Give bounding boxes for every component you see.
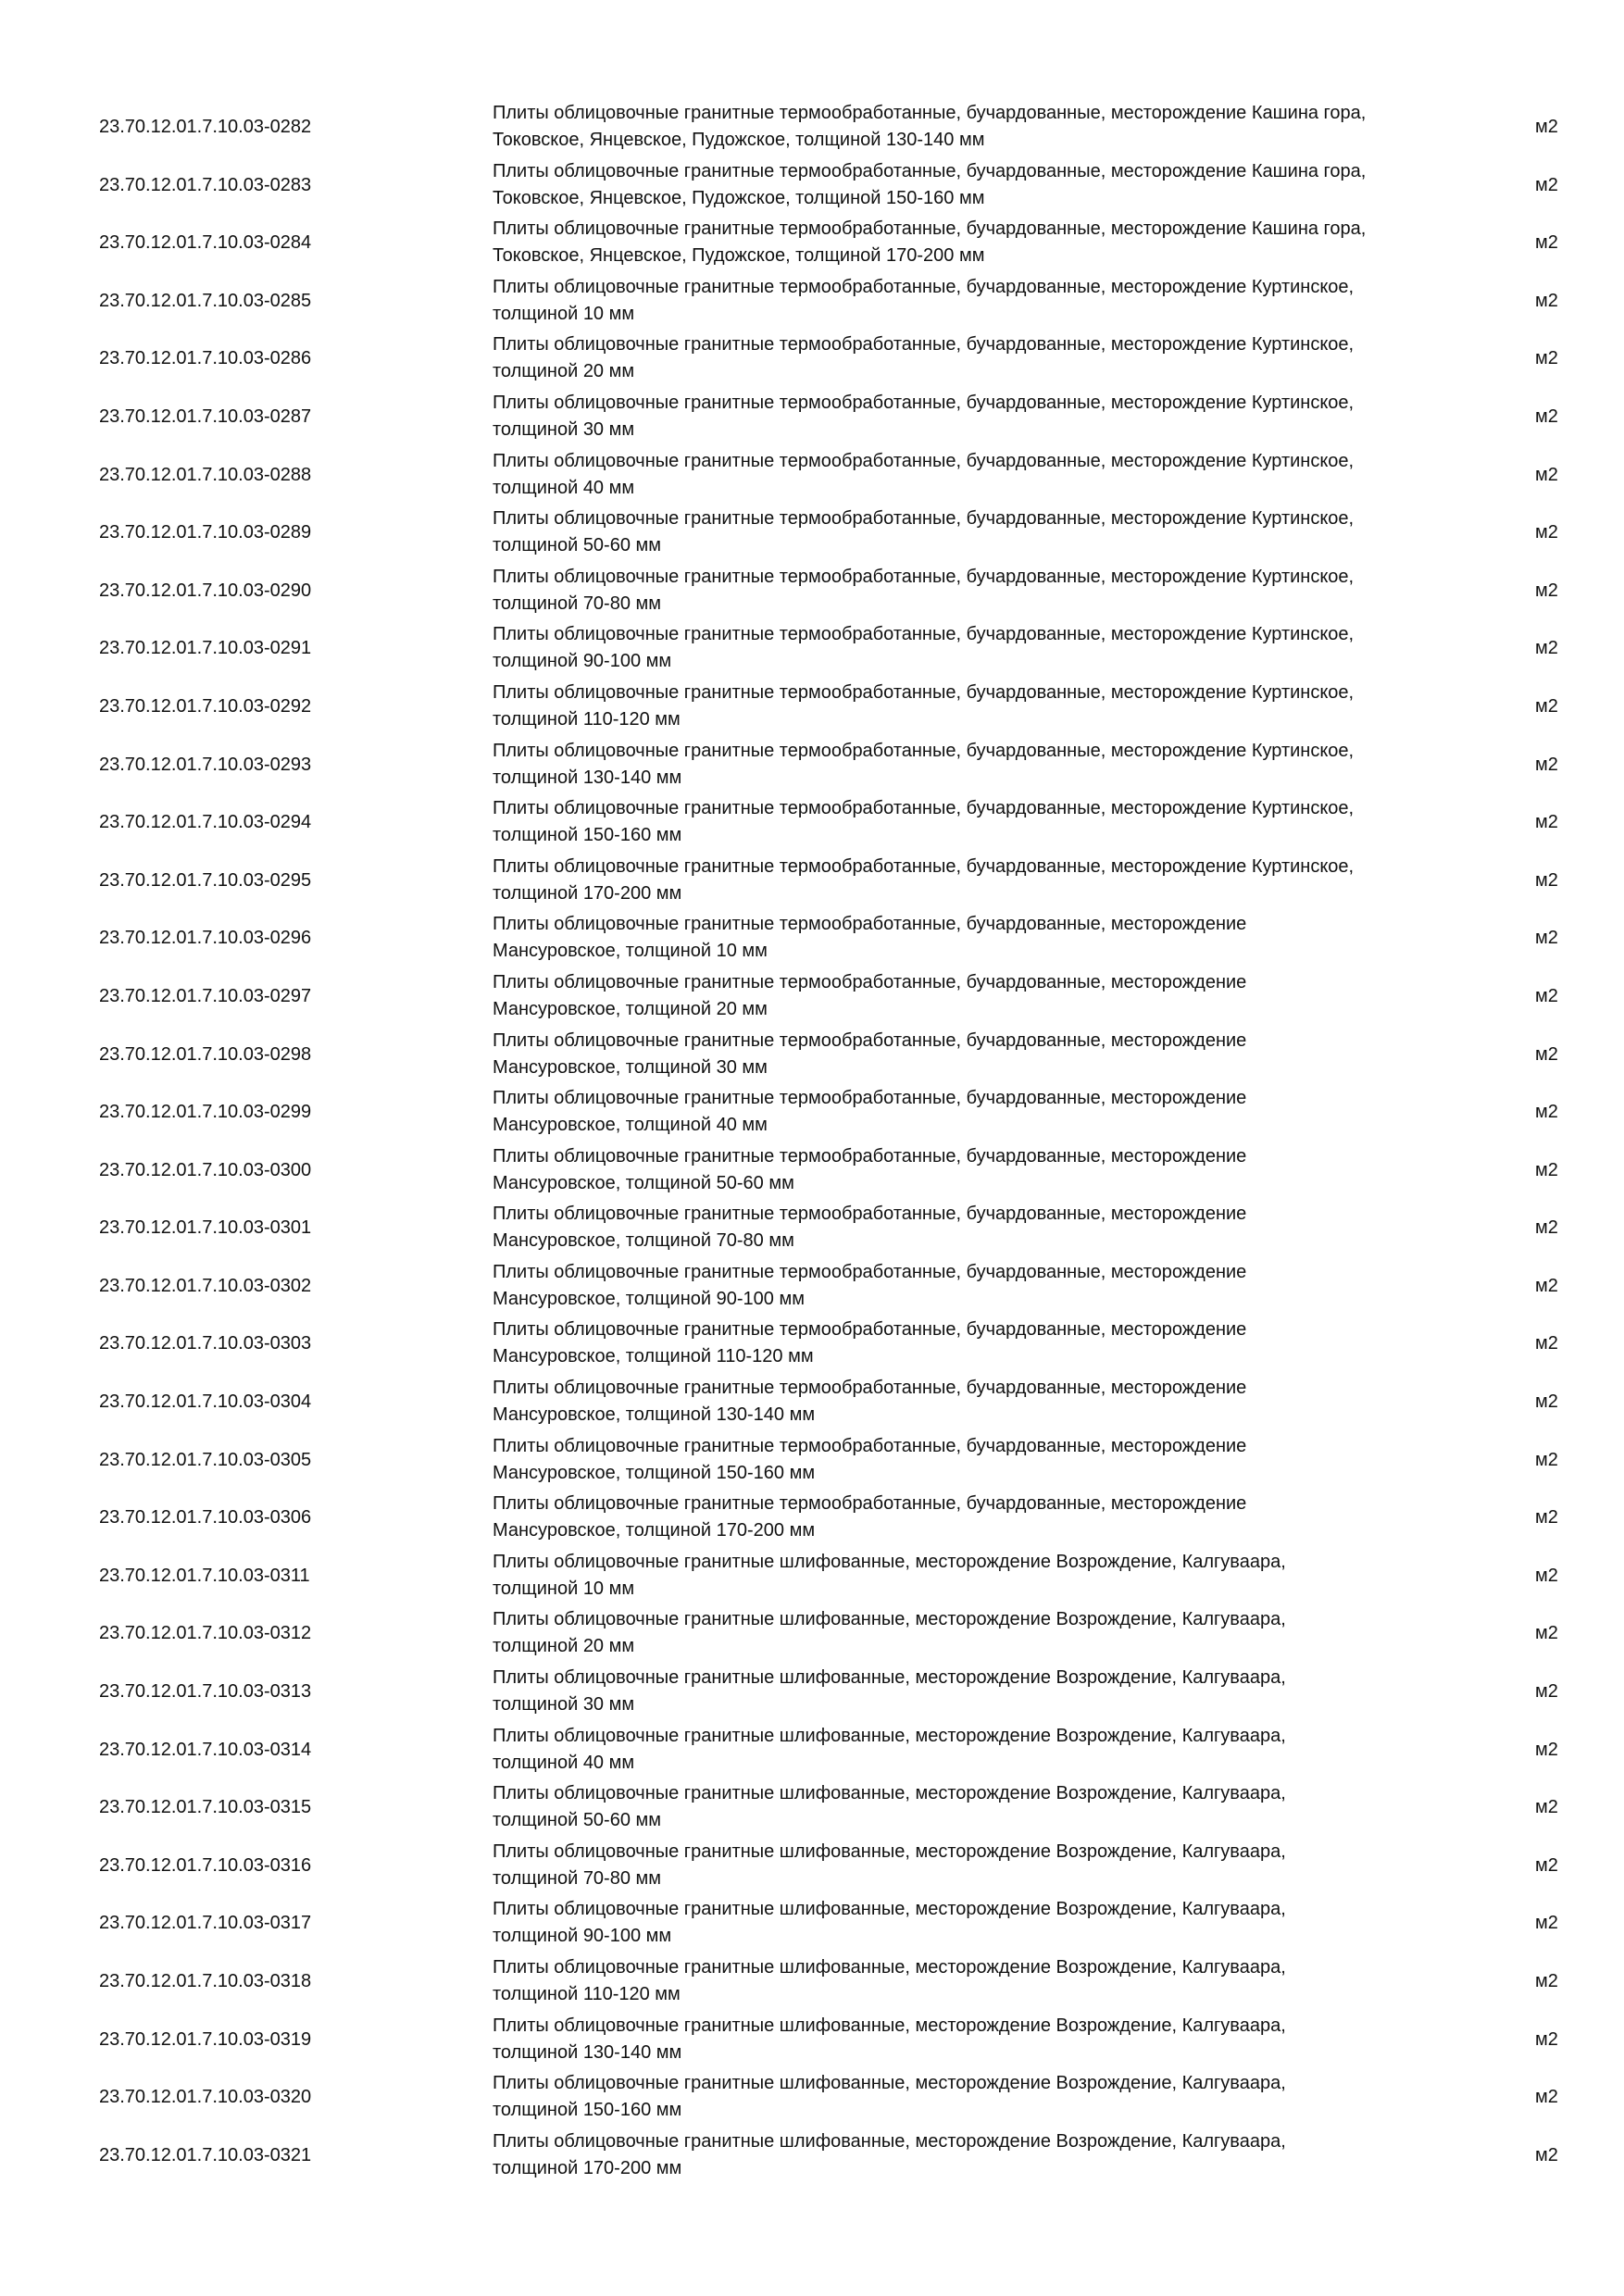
resource-description	[493, 216, 1465, 269]
resource-description	[493, 2013, 1465, 2066]
description-line-1: Плиты облицовочные гранитные шлифованные, месторождение Возрождение, Калгуваара,	[493, 1957, 1286, 1978]
resource-description	[493, 1549, 1465, 1603]
description-line-1: Плиты облицовочные гранитные термообработанные, бучардованные, месторождение	[493, 1029, 1247, 1051]
description-line-1: Плиты облицовочные гранитные термообработанные, бучардованные, месторождение Куртинское,	[493, 681, 1355, 703]
description-line-1: Плиты облицовочные гранитные термообработанные, бучардованные, месторождение Кашина гора,	[493, 103, 1367, 123]
description-line-1: Плиты облицовочные гранитные термообработанные, бучардованные, месторождение Куртинское,	[493, 798, 1355, 819]
resource-code: 23.70.12.01.7.10.03-0320	[99, 2087, 312, 2108]
table-row	[0, 1490, 1624, 1548]
table-row	[0, 273, 1624, 331]
description-line-2: толщиной 20 мм	[493, 361, 635, 382]
description-line-1: Плиты облицовочные гранитные термообработанные, бучардованные, месторождение Кашина гора,	[493, 218, 1367, 240]
description-line-1: Плиты облицовочные гранитные термообработанные, бучардованные, месторождение	[493, 1088, 1247, 1109]
description-line-1: Плиты облицовочные гранитные шлифованные, месторождение Возрождение, Калгуваара,	[493, 1551, 1286, 1572]
resource-code: 23.70.12.01.7.10.03-0321	[99, 2144, 312, 2165]
table-row	[0, 737, 1624, 795]
description-line-1: Плиты облицовочные гранитные термообработанные, бучардованные, месторождение Куртинское,	[493, 276, 1355, 297]
resource-code: 23.70.12.01.7.10.03-0296	[99, 928, 312, 949]
description-line-2: Мансуровское, толщиной 90-100 мм	[493, 1288, 805, 1309]
description-line-2: толщиной 30 мм	[493, 418, 635, 440]
unit-of-measure: м2	[1535, 1971, 1558, 1991]
resource-code: 23.70.12.01.7.10.03-0291	[99, 638, 312, 659]
unit-of-measure: м2	[1535, 117, 1558, 137]
description-line-2: Мансуровское, толщиной 50-60 мм	[493, 1172, 794, 1193]
table-row	[0, 794, 1624, 853]
resource-code: 23.70.12.01.7.10.03-0303	[99, 1333, 312, 1354]
description-line-1: Плиты облицовочные гранитные термообработанные, бучардованные, месторождение Куртинское,	[493, 566, 1355, 587]
resource-code: 23.70.12.01.7.10.03-0289	[99, 522, 312, 543]
unit-of-measure: м2	[1535, 232, 1558, 254]
unit-of-measure: м2	[1535, 1739, 1558, 1760]
description-line-1: Плиты облицовочные гранитные термообработанные, бучардованные, месторождение Кашина гора,	[493, 160, 1367, 181]
unit-of-measure: м2	[1535, 2028, 1558, 2050]
resource-description	[493, 2128, 1465, 2182]
table-row	[0, 853, 1624, 911]
description-line-2: Мансуровское, толщиной 170-200 мм	[493, 1520, 816, 1541]
description-line-2: толщиной 40 мм	[493, 477, 635, 498]
resource-code: 23.70.12.01.7.10.03-0284	[99, 232, 312, 254]
resource-code: 23.70.12.01.7.10.03-0302	[99, 1275, 312, 1296]
table-row	[0, 1605, 1624, 1664]
unit-of-measure: м2	[1535, 812, 1558, 833]
description-line-2: толщиной 50-60 мм	[493, 1810, 662, 1831]
description-line-1: Плиты облицовочные гранитные шлифованные, месторождение Возрождение, Калгуваара,	[493, 1667, 1286, 1689]
resource-description	[493, 1606, 1465, 1660]
table-row	[0, 215, 1624, 273]
description-line-2: Токовское, Янцевское, Пудожское, толщиной 170-200 мм	[493, 245, 985, 267]
table-row	[0, 1200, 1624, 1258]
description-line-2: толщиной 170-200 мм	[493, 2157, 682, 2178]
description-line-2: Мансуровское, толщиной 150-160 мм	[493, 1462, 816, 1483]
description-line-1: Плиты облицовочные гранитные термообработанные, бучардованные, месторождение	[493, 914, 1247, 935]
unit-of-measure: м2	[1535, 174, 1558, 195]
unit-of-measure: м2	[1535, 348, 1558, 369]
unit-of-measure: м2	[1535, 1681, 1558, 1703]
description-line-1: Плиты облицовочные гранитные термообработанные, бучардованные, месторождение	[493, 1319, 1247, 1341]
unit-of-measure: м2	[1535, 985, 1558, 1006]
unit-of-measure: м2	[1535, 1449, 1558, 1470]
unit-of-measure: м2	[1535, 1102, 1558, 1123]
description-line-2: толщиной 70-80 мм	[493, 1867, 662, 1889]
description-line-1: Плиты облицовочные гранитные термообработанные, бучардованные, месторождение	[493, 1261, 1247, 1282]
table-row	[0, 1374, 1624, 1432]
unit-of-measure: м2	[1535, 754, 1558, 775]
resource-description	[493, 1143, 1465, 1197]
description-line-2: Мансуровское, толщиной 40 мм	[493, 1115, 768, 1136]
description-line-1: Плиты облицовочные гранитные шлифованные, месторождение Возрождение, Калгуваара,	[493, 1899, 1286, 1920]
resource-code: 23.70.12.01.7.10.03-0306	[99, 1507, 312, 1529]
resource-code: 23.70.12.01.7.10.03-0316	[99, 1854, 312, 1876]
resource-description	[493, 158, 1465, 212]
unit-of-measure: м2	[1535, 1623, 1558, 1644]
unit-of-measure: м2	[1535, 1565, 1558, 1586]
description-line-2: толщиной 90-100 мм	[493, 1926, 672, 1947]
table-row	[0, 910, 1624, 968]
description-line-2: Мансуровское, толщиной 70-80 мм	[493, 1230, 794, 1252]
resource-description	[493, 621, 1465, 675]
resource-code: 23.70.12.01.7.10.03-0292	[99, 695, 312, 717]
table-row	[0, 447, 1624, 505]
table-row	[0, 1142, 1624, 1201]
description-line-1: Плиты облицовочные гранитные термообработанные, бучардованные, месторождение Куртинское,	[493, 740, 1355, 761]
table-row	[0, 968, 1624, 1027]
resource-description	[493, 795, 1465, 849]
table-row	[0, 1722, 1624, 1780]
unit-of-measure: м2	[1535, 580, 1558, 601]
resource-code: 23.70.12.01.7.10.03-0286	[99, 348, 312, 369]
resource-code: 23.70.12.01.7.10.03-0290	[99, 580, 312, 601]
unit-of-measure: м2	[1535, 1391, 1558, 1413]
unit-of-measure: м2	[1535, 638, 1558, 659]
resource-code: 23.70.12.01.7.10.03-0300	[99, 1159, 312, 1180]
description-line-2: толщиной 110-120 мм	[493, 708, 681, 730]
resource-description	[493, 854, 1465, 907]
unit-of-measure: м2	[1535, 522, 1558, 543]
resource-description	[493, 1085, 1465, 1139]
table-row	[0, 157, 1624, 216]
resource-description	[493, 448, 1465, 502]
table-row	[0, 1027, 1624, 1085]
resource-description	[493, 680, 1465, 733]
table-row	[0, 505, 1624, 563]
description-line-2: толщиной 20 мм	[493, 1636, 635, 1657]
unit-of-measure: м2	[1535, 1333, 1558, 1354]
description-line-1: Плиты облицовочные гранитные термообработанные, бучардованные, месторождение Куртинское,	[493, 624, 1355, 645]
table-row	[0, 1838, 1624, 1896]
resource-description	[493, 1839, 1465, 1892]
resource-description	[493, 1375, 1465, 1429]
unit-of-measure: м2	[1535, 290, 1558, 311]
resource-description	[493, 1780, 1465, 1834]
resource-code: 23.70.12.01.7.10.03-0301	[99, 1217, 312, 1239]
table-row	[0, 1548, 1624, 1606]
resource-code: 23.70.12.01.7.10.03-0283	[99, 174, 312, 195]
description-line-1: Плиты облицовочные гранитные термообработанные, бучардованные, месторождение	[493, 1145, 1247, 1167]
unit-of-measure: м2	[1535, 1159, 1558, 1180]
description-line-2: толщиной 10 мм	[493, 303, 635, 324]
description-line-1: Плиты облицовочные гранитные термообработанные, бучардованные, месторождение	[493, 1493, 1247, 1515]
description-line-2: толщиной 150-160 мм	[493, 2100, 682, 2121]
unit-of-measure: м2	[1535, 1275, 1558, 1296]
resource-code: 23.70.12.01.7.10.03-0315	[99, 1797, 312, 1818]
description-line-2: толщиной 70-80 мм	[493, 593, 662, 614]
resource-code: 23.70.12.01.7.10.03-0314	[99, 1739, 312, 1760]
unit-of-measure: м2	[1535, 695, 1558, 717]
description-line-2: Мансуровское, толщиной 110-120 мм	[493, 1346, 814, 1367]
unit-of-measure: м2	[1535, 1507, 1558, 1529]
resource-code: 23.70.12.01.7.10.03-0313	[99, 1681, 312, 1703]
resource-code: 23.70.12.01.7.10.03-0295	[99, 869, 312, 891]
resource-description	[493, 1259, 1465, 1313]
resource-description	[493, 390, 1465, 443]
resource-description	[493, 564, 1465, 618]
unit-of-measure: м2	[1535, 2087, 1558, 2108]
description-line-1: Плиты облицовочные гранитные термообработанные, бучардованные, месторождение	[493, 971, 1247, 992]
resource-code: 23.70.12.01.7.10.03-0317	[99, 1913, 312, 1934]
table-row	[0, 1895, 1624, 1953]
table-row	[0, 2128, 1624, 2186]
table-row	[0, 1258, 1624, 1316]
resource-description	[493, 100, 1465, 154]
table-row	[0, 679, 1624, 737]
resource-code: 23.70.12.01.7.10.03-0293	[99, 754, 312, 775]
description-line-2: Токовское, Янцевское, Пудожское, толщиной 130-140 мм	[493, 130, 985, 150]
description-line-1: Плиты облицовочные гранитные термообработанные, бучардованные, месторождение	[493, 1204, 1247, 1225]
resource-description	[493, 1896, 1465, 1950]
unit-of-measure: м2	[1535, 928, 1558, 949]
table-row	[0, 1953, 1624, 2012]
description-line-1: Плиты облицовочные гранитные термообработанные, бучардованные, месторождение	[493, 1435, 1247, 1456]
description-line-1: Плиты облицовочные гранитные шлифованные, месторождение Возрождение, Калгуваара,	[493, 2130, 1286, 2152]
description-line-2: Мансуровское, толщиной 20 мм	[493, 998, 768, 1019]
description-line-2: толщиной 30 мм	[493, 1694, 635, 1716]
resource-code: 23.70.12.01.7.10.03-0298	[99, 1043, 312, 1065]
description-line-2: толщиной 130-140 мм	[493, 767, 682, 788]
resource-code: 23.70.12.01.7.10.03-0282	[99, 117, 312, 137]
resource-description	[493, 1316, 1465, 1370]
resource-code: 23.70.12.01.7.10.03-0285	[99, 290, 312, 311]
resource-code: 23.70.12.01.7.10.03-0287	[99, 406, 312, 427]
description-line-1: Плиты облицовочные гранитные термообработанные, бучардованные, месторождение Куртинское,	[493, 508, 1355, 530]
unit-of-measure: м2	[1535, 1913, 1558, 1934]
resource-description	[493, 1723, 1465, 1777]
resource-code: 23.70.12.01.7.10.03-0288	[99, 464, 312, 485]
description-line-1: Плиты облицовочные гранитные шлифованные, месторождение Возрождение, Калгуваара,	[493, 1609, 1286, 1630]
table-row	[0, 1664, 1624, 1722]
description-line-1: Плиты облицовочные гранитные термообработанные, бучардованные, месторождение Куртинское,	[493, 334, 1355, 356]
description-line-2: толщиной 50-60 мм	[493, 535, 662, 556]
resource-description	[493, 1665, 1465, 1718]
table-row	[0, 2069, 1624, 2128]
description-line-1: Плиты облицовочные гранитные шлифованные, месторождение Возрождение, Калгуваара,	[493, 1783, 1286, 1804]
resource-code: 23.70.12.01.7.10.03-0319	[99, 2028, 312, 2050]
resource-code: 23.70.12.01.7.10.03-0318	[99, 1971, 312, 1991]
description-line-2: Токовское, Янцевское, Пудожское, толщиной 150-160 мм	[493, 187, 985, 208]
resource-description	[493, 274, 1465, 328]
description-line-2: толщиной 110-120 мм	[493, 1984, 681, 2004]
table-row	[0, 563, 1624, 621]
description-line-1: Плиты облицовочные гранитные термообработанные, бучардованные, месторождение Куртинское,	[493, 855, 1355, 877]
table-row	[0, 1779, 1624, 1838]
unit-of-measure: м2	[1535, 869, 1558, 891]
description-line-2: толщиной 130-140 мм	[493, 2041, 682, 2063]
resource-code: 23.70.12.01.7.10.03-0299	[99, 1102, 312, 1123]
resource-description	[493, 331, 1465, 385]
description-line-1: Плиты облицовочные гранитные термообработанные, бучардованные, месторождение Куртинское,	[493, 392, 1355, 413]
resource-description	[493, 2070, 1465, 2124]
description-line-2: толщиной 170-200 мм	[493, 882, 682, 904]
resource-description	[493, 969, 1465, 1023]
resource-code: 23.70.12.01.7.10.03-0311	[99, 1565, 310, 1586]
resource-code: 23.70.12.01.7.10.03-0297	[99, 985, 312, 1006]
table-row	[0, 620, 1624, 679]
resource-description	[493, 911, 1465, 965]
resource-code: 23.70.12.01.7.10.03-0305	[99, 1449, 312, 1470]
unit-of-measure: м2	[1535, 406, 1558, 427]
table-row	[0, 99, 1624, 157]
resource-code: 23.70.12.01.7.10.03-0312	[99, 1623, 312, 1644]
description-line-2: Мансуровское, толщиной 10 мм	[493, 941, 768, 962]
description-line-1: Плиты облицовочные гранитные шлифованные, месторождение Возрождение, Калгуваара,	[493, 1725, 1286, 1746]
unit-of-measure: м2	[1535, 2144, 1558, 2165]
resource-description	[493, 738, 1465, 792]
unit-of-measure: м2	[1535, 464, 1558, 485]
description-line-1: Плиты облицовочные гранитные шлифованные, месторождение Возрождение, Калгуваара,	[493, 2073, 1286, 2094]
description-line-2: толщиной 10 мм	[493, 1578, 635, 1599]
resource-code: 23.70.12.01.7.10.03-0304	[99, 1391, 312, 1413]
table-row	[0, 1432, 1624, 1491]
resource-description	[493, 1433, 1465, 1487]
unit-of-measure: м2	[1535, 1043, 1558, 1065]
unit-of-measure: м2	[1535, 1854, 1558, 1876]
resource-description	[493, 505, 1465, 559]
description-line-1: Плиты облицовочные гранитные термообработанные, бучардованные, месторождение Куртинское,	[493, 450, 1355, 471]
price-table	[0, 99, 1624, 2185]
resource-description	[493, 1491, 1465, 1544]
resource-description	[493, 1954, 1465, 2008]
description-line-1: Плиты облицовочные гранитные шлифованные, месторождение Возрождение, Калгуваара,	[493, 2015, 1286, 2036]
resource-description	[493, 1201, 1465, 1254]
resource-code: 23.70.12.01.7.10.03-0294	[99, 812, 312, 833]
resource-description	[493, 1028, 1465, 1081]
table-row	[0, 1316, 1624, 1374]
table-row	[0, 2012, 1624, 2070]
description-line-2: толщиной 90-100 мм	[493, 651, 672, 672]
description-line-1: Плиты облицовочные гранитные шлифованные, месторождение Возрождение, Калгуваара,	[493, 1841, 1286, 1862]
unit-of-measure: м2	[1535, 1797, 1558, 1818]
unit-of-measure: м2	[1535, 1217, 1558, 1239]
description-line-2: Мансуровское, толщиной 130-140 мм	[493, 1404, 816, 1426]
description-line-1: Плиты облицовочные гранитные термообработанные, бучардованные, месторождение	[493, 1378, 1247, 1399]
description-line-2: толщиной 40 мм	[493, 1752, 635, 1773]
table-row	[0, 389, 1624, 447]
table-row	[0, 331, 1624, 389]
table-row	[0, 1084, 1624, 1142]
description-line-2: толщиной 150-160 мм	[493, 825, 682, 846]
description-line-2: Мансуровское, толщиной 30 мм	[493, 1056, 768, 1078]
